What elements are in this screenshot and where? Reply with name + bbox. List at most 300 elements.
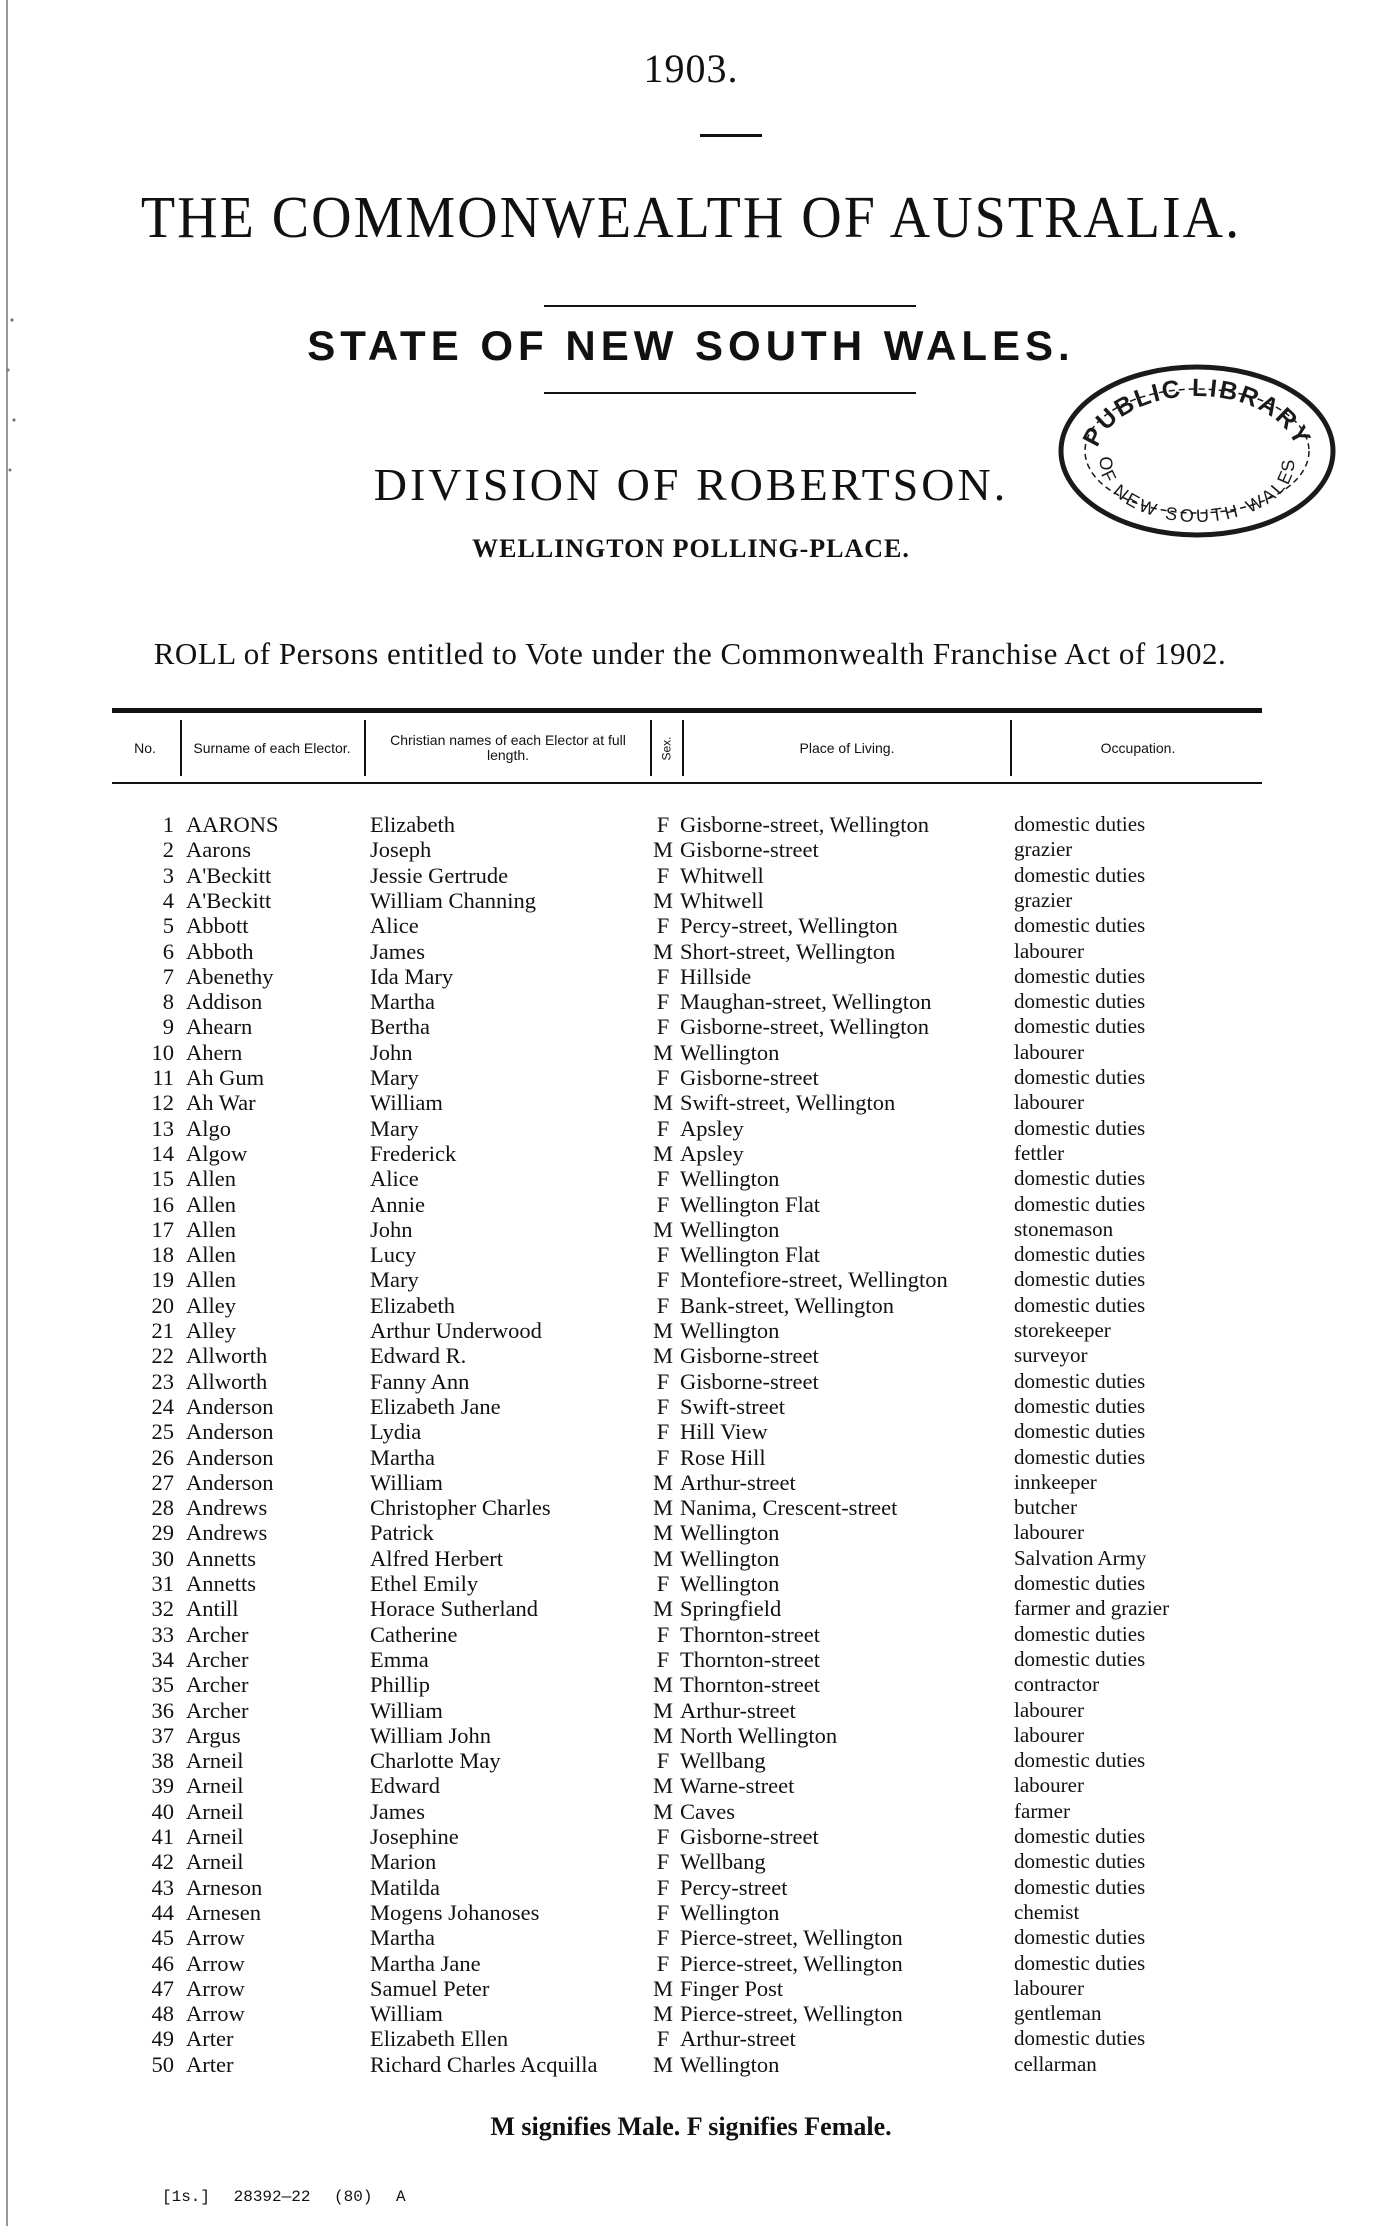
elector-sex: F: [656, 1115, 670, 1141]
table-row: [0, 1470, 1382, 1495]
col-header-surname: Surname of each Elector.: [193, 739, 351, 756]
elector-occupation: domestic duties: [1014, 1571, 1146, 1595]
elector-occupation: domestic duties: [1014, 1419, 1146, 1444]
table-row: [0, 1419, 1382, 1444]
elector-sex: F: [656, 1571, 670, 1596]
elector-occupation: chemist: [1014, 1899, 1080, 1924]
elector-surname: Aarons: [186, 837, 251, 863]
table-row: [0, 1672, 1382, 1697]
elector-occupation: domestic duties: [1014, 1748, 1146, 1773]
elector-christian-names: Ethel Emily: [370, 1571, 479, 1596]
elector-christian-names: Emma: [370, 1646, 429, 1672]
elector-surname: Archer: [186, 1646, 249, 1672]
elector-christian-names: Phillip: [370, 1672, 431, 1698]
elector-occupation: domestic duties: [1014, 1849, 1146, 1874]
elector-occupation: domestic duties: [1014, 1115, 1146, 1140]
elector-surname: Anderson: [186, 1469, 274, 1495]
elector-christian-names: Annie: [370, 1191, 425, 1217]
elector-occupation: domestic duties: [1014, 1393, 1146, 1418]
elector-christian-names: Catherine: [370, 1621, 458, 1647]
elector-christian-names: Martha: [370, 989, 435, 1015]
col-separator: [682, 720, 684, 776]
elector-christian-names: James: [370, 938, 425, 964]
elector-place-of-living: Wellington Flat: [680, 1191, 821, 1217]
elector-place-of-living: Wellington: [680, 1571, 780, 1596]
elector-occupation: contractor: [1014, 1672, 1100, 1697]
elector-number: 44: [151, 1899, 174, 1925]
elector-number: 49: [151, 2026, 174, 2052]
elector-number: 16: [151, 1191, 174, 1217]
elector-sex: M: [652, 1975, 673, 2001]
elector-number: 29: [151, 1520, 174, 1546]
table-row: [0, 1217, 1382, 1242]
elector-sex: M: [652, 1773, 673, 1799]
elector-sex: M: [652, 2051, 673, 2077]
elector-sex: M: [652, 1672, 673, 1698]
col-header-no: No.: [134, 739, 156, 756]
elector-place-of-living: Gisborne-street: [680, 837, 819, 863]
elector-place-of-living: Montefiore-street, Wellington: [680, 1267, 948, 1293]
elector-occupation: domestic duties: [1014, 1242, 1146, 1267]
elector-sex: F: [656, 1267, 670, 1293]
elector-number: 48: [151, 2001, 174, 2027]
elector-sex: F: [656, 1065, 670, 1090]
elector-number: 47: [151, 1975, 174, 2001]
table-row: [0, 1824, 1382, 1849]
elector-place-of-living: Gisborne-street: [680, 1368, 819, 1394]
elector-christian-names: William: [370, 1469, 443, 1495]
col-header-place: Place of Living.: [799, 739, 895, 756]
table-row: [0, 1546, 1382, 1571]
table-header-bottom-rule: [112, 782, 1262, 784]
elector-number: 10: [151, 1039, 174, 1065]
col-header-sex: Sex.: [659, 735, 674, 761]
elector-occupation: domestic duties: [1014, 1267, 1146, 1292]
table-row: [0, 1369, 1382, 1394]
elector-occupation: surveyor: [1014, 1343, 1088, 1368]
elector-christian-names: Charlotte May: [370, 1748, 501, 1774]
elector-place-of-living: Wellington: [680, 1520, 780, 1546]
elector-place-of-living: Wellington Flat: [680, 1242, 821, 1268]
year-heading: 1903.: [643, 46, 739, 91]
elector-christian-names: Jessie Gertrude: [370, 862, 509, 888]
table-row: [0, 1141, 1382, 1166]
elector-place-of-living: Warne-street: [680, 1773, 795, 1799]
elector-surname: Arrow: [186, 2001, 245, 2027]
elector-number: 31: [151, 1571, 174, 1596]
table-row: [0, 837, 1382, 862]
elector-place-of-living: Caves: [680, 1798, 735, 1824]
elector-place-of-living: Hill View: [680, 1419, 768, 1445]
elector-occupation: domestic duties: [1014, 1065, 1146, 1089]
elector-occupation: grazier: [1014, 887, 1073, 912]
elector-christian-names: Martha: [370, 1444, 435, 1470]
title-rule: [544, 305, 916, 307]
elector-occupation: labourer: [1014, 938, 1084, 963]
elector-place-of-living: Gisborne-street: [680, 1343, 819, 1369]
elector-occupation: storekeeper: [1014, 1318, 1111, 1342]
elector-surname: Arrow: [186, 1925, 245, 1951]
elector-occupation: domestic duties: [1014, 1824, 1146, 1848]
elector-place-of-living: Wellington: [680, 2051, 780, 2077]
elector-surname: Allen: [186, 1191, 236, 1217]
elector-number: 3: [162, 862, 174, 888]
elector-surname: Anderson: [186, 1419, 274, 1445]
elector-occupation: domestic duties: [1014, 1191, 1146, 1216]
elector-number: 25: [151, 1419, 174, 1445]
elector-sex: F: [656, 1874, 670, 1900]
col-separator: [180, 720, 182, 776]
elector-place-of-living: Apsley: [680, 1140, 744, 1166]
elector-place-of-living: Whitwell: [680, 862, 764, 888]
elector-number: 42: [151, 1849, 174, 1875]
elector-occupation: domestic duties: [1014, 1874, 1146, 1899]
elector-occupation: fettler: [1014, 1140, 1065, 1165]
table-row: [0, 1394, 1382, 1419]
elector-surname: Anderson: [186, 1444, 274, 1470]
elector-surname: Abenethy: [186, 963, 274, 989]
elector-christian-names: Horace Sutherland: [370, 1596, 539, 1622]
table-row: [0, 1445, 1382, 1470]
col-separator: [364, 720, 366, 776]
elector-surname: Ahern: [186, 1039, 243, 1065]
elector-place-of-living: Thornton-street: [680, 1646, 820, 1672]
elector-number: 9: [162, 1014, 174, 1040]
elector-number: 14: [151, 1140, 174, 1166]
elector-sex: F: [656, 1925, 670, 1951]
elector-occupation: gentleman: [1014, 2001, 1102, 2026]
elector-sex: M: [652, 1697, 673, 1723]
table-row: [0, 1622, 1382, 1647]
elector-surname: Algo: [186, 1115, 231, 1141]
elector-christian-names: Alice: [370, 1166, 419, 1192]
elector-number: 36: [151, 1697, 174, 1723]
elector-place-of-living: Arthur-street: [680, 2026, 796, 2052]
elector-surname: A'Beckitt: [186, 887, 272, 913]
elector-place-of-living: Pierce-street, Wellington: [680, 2001, 903, 2027]
elector-christian-names: Marion: [370, 1849, 437, 1875]
table-row: [0, 2026, 1382, 2051]
elector-sex: M: [652, 1798, 673, 1824]
table-row: [0, 1698, 1382, 1723]
table-row: [0, 1773, 1382, 1798]
elector-place-of-living: Wellbang: [680, 1849, 766, 1875]
elector-place-of-living: North Wellington: [680, 1722, 838, 1748]
table-row: [0, 1951, 1382, 1976]
elector-occupation: domestic duties: [1014, 862, 1146, 887]
elector-surname: Addison: [186, 989, 263, 1015]
elector-number: 20: [151, 1292, 174, 1318]
elector-christian-names: Elizabeth Ellen: [370, 2026, 509, 2052]
elector-surname: Allworth: [186, 1368, 268, 1394]
elector-number: 5: [162, 913, 174, 939]
elector-occupation: stonemason: [1014, 1216, 1114, 1241]
table-row: [0, 1116, 1382, 1141]
elector-sex: F: [656, 1393, 670, 1419]
elector-number: 8: [162, 989, 174, 1015]
elector-sex: F: [656, 1748, 670, 1774]
col-separator: [1010, 720, 1012, 776]
elector-number: 37: [151, 1722, 174, 1748]
elector-christian-names: Elizabeth: [370, 1292, 455, 1318]
elector-number: 43: [151, 1874, 174, 1900]
elector-number: 38: [151, 1748, 174, 1774]
elector-number: 32: [151, 1596, 174, 1622]
elector-christian-names: William: [370, 2001, 443, 2027]
elector-place-of-living: Short-street, Wellington: [680, 938, 896, 964]
elector-surname: Archer: [186, 1621, 249, 1647]
elector-surname: Allworth: [186, 1343, 268, 1369]
elector-number: 34: [151, 1646, 174, 1672]
elector-place-of-living: Arthur-street: [680, 1697, 796, 1723]
table-row: [0, 1976, 1382, 2001]
elector-sex: F: [656, 913, 670, 939]
table-row: [0, 1318, 1382, 1343]
elector-sex: F: [656, 1444, 670, 1470]
table-row: [0, 964, 1382, 989]
elector-sex: F: [656, 812, 670, 837]
elector-surname: Arnesen: [186, 1899, 261, 1925]
elector-occupation: grazier: [1014, 837, 1073, 862]
elector-sex: F: [656, 1849, 670, 1875]
elector-number: 39: [151, 1773, 174, 1799]
elector-surname: Algow: [186, 1140, 248, 1166]
elector-surname: Allen: [186, 1267, 236, 1293]
elector-sex: F: [656, 1824, 670, 1849]
elector-sex: F: [656, 1950, 670, 1976]
elector-occupation: domestic duties: [1014, 1166, 1146, 1191]
elector-occupation: domestic duties: [1014, 989, 1146, 1014]
elector-christian-names: Patrick: [370, 1520, 434, 1546]
elector-number: 12: [151, 1090, 174, 1116]
elector-surname: Arneil: [186, 1824, 244, 1849]
elector-number: 40: [151, 1798, 174, 1824]
elector-number: 22: [151, 1343, 174, 1369]
elector-christian-names: Matilda: [370, 1874, 440, 1900]
elector-occupation: domestic duties: [1014, 812, 1146, 836]
elector-number: 23: [151, 1368, 174, 1394]
elector-sex: M: [652, 1469, 673, 1495]
elector-occupation: Salvation Army: [1014, 1545, 1147, 1570]
elector-sex: F: [656, 989, 670, 1015]
col-header-sex-cell: [652, 714, 682, 782]
elector-christian-names: Frederick: [370, 1140, 457, 1166]
printer-imprint: [1s.] 28392—22 (80) A: [162, 2188, 406, 2206]
elector-sex: F: [656, 1292, 670, 1318]
elector-christian-names: Samuel Peter: [370, 1975, 490, 2001]
elector-number: 13: [151, 1115, 174, 1141]
table-row: [0, 939, 1382, 964]
table-row: [0, 1799, 1382, 1824]
elector-christian-names: Elizabeth Jane: [370, 1393, 501, 1419]
elector-surname: Arneil: [186, 1748, 244, 1774]
elector-place-of-living: Rose Hill: [680, 1444, 766, 1470]
elector-number: 33: [151, 1621, 174, 1647]
table-row: [0, 1495, 1382, 1520]
elector-sex: F: [656, 862, 670, 888]
elector-surname: Anderson: [186, 1393, 274, 1419]
elector-place-of-living: Gisborne-street, Wellington: [680, 812, 929, 837]
col-header-occupation: Occupation.: [1100, 739, 1176, 756]
elector-occupation: domestic duties: [1014, 2026, 1146, 2051]
elector-sex: F: [656, 1646, 670, 1672]
elector-occupation: cellarman: [1014, 2051, 1097, 2076]
elector-christian-names: Edward: [370, 1773, 440, 1799]
elector-occupation: labourer: [1014, 1520, 1084, 1545]
elector-occupation: labourer: [1014, 1090, 1084, 1115]
elector-surname: Allen: [186, 1242, 236, 1268]
elector-surname: Ah Gum: [186, 1065, 265, 1090]
elector-place-of-living: Swift-street: [680, 1393, 785, 1419]
elector-christian-names: William John: [370, 1722, 491, 1748]
elector-number: 21: [151, 1318, 174, 1343]
col-header-christian: Christian names of each Elector at full length.: [390, 732, 626, 763]
elector-surname: Arneil: [186, 1798, 244, 1824]
elector-place-of-living: Percy-street: [680, 1874, 788, 1900]
library-stamp: [1056, 362, 1338, 540]
elector-place-of-living: Wellington: [680, 1318, 780, 1343]
elector-christian-names: Christopher Charles: [370, 1495, 551, 1521]
elector-number: 46: [151, 1950, 174, 1976]
elector-sex: M: [652, 1722, 673, 1748]
elector-sex: M: [652, 887, 673, 913]
elector-place-of-living: Apsley: [680, 1115, 744, 1141]
elector-surname: Arneil: [186, 1849, 244, 1875]
elector-surname: Andrews: [186, 1520, 268, 1546]
elector-christian-names: William Channing: [370, 887, 536, 913]
elector-number: 30: [151, 1545, 174, 1571]
state-heading: STATE OF NEW SOUTH WALES.: [307, 322, 1075, 369]
table-row: [0, 863, 1382, 888]
elector-place-of-living: Wellington: [680, 1899, 780, 1925]
table-row: [0, 1090, 1382, 1115]
elector-christian-names: Mary: [370, 1115, 419, 1141]
table-row: [0, 1065, 1382, 1090]
table-row: [0, 913, 1382, 938]
elector-number: 24: [151, 1393, 174, 1419]
elector-place-of-living: Wellington: [680, 1545, 780, 1571]
table-row: [0, 989, 1382, 1014]
elector-place-of-living: Gisborne-street: [680, 1824, 819, 1849]
elector-place-of-living: Thornton-street: [680, 1672, 820, 1698]
elector-sex: M: [652, 1216, 673, 1242]
elector-surname: Alley: [186, 1292, 236, 1318]
elector-place-of-living: Finger Post: [680, 1975, 784, 2001]
elector-sex: F: [656, 1014, 670, 1040]
elector-christian-names: Fanny Ann: [370, 1368, 470, 1394]
elector-sex: F: [656, 1899, 670, 1925]
elector-place-of-living: Wellington: [680, 1039, 780, 1065]
elector-number: 15: [151, 1166, 174, 1192]
elector-place-of-living: Gisborne-street: [680, 1065, 819, 1090]
elector-place-of-living: Gisborne-street, Wellington: [680, 1014, 929, 1040]
elector-number: 1: [162, 812, 174, 837]
elector-christian-names: Richard Charles Acquilla: [370, 2051, 598, 2077]
table-row: [0, 812, 1382, 837]
elector-place-of-living: Nanima, Crescent-street: [680, 1495, 898, 1521]
elector-christian-names: John: [370, 1039, 413, 1065]
elector-occupation: butcher: [1014, 1495, 1077, 1520]
elector-place-of-living: Springfield: [680, 1596, 782, 1622]
table-row: [0, 2001, 1382, 2026]
elector-number: 41: [151, 1824, 174, 1849]
elector-christian-names: Lucy: [370, 1242, 417, 1268]
elector-place-of-living: Swift-street, Wellington: [680, 1090, 896, 1116]
elector-number: 6: [162, 938, 174, 964]
table-row: [0, 2052, 1382, 2077]
elector-number: 19: [151, 1267, 174, 1293]
elector-surname: Abboth: [186, 938, 254, 964]
elector-surname: AARONS: [186, 812, 279, 837]
table-row: [0, 1343, 1382, 1368]
elector-surname: Antill: [186, 1596, 239, 1622]
elector-sex: M: [652, 837, 673, 863]
elector-sex: M: [652, 1520, 673, 1546]
elector-surname: Arneson: [186, 1874, 263, 1900]
elector-surname: Andrews: [186, 1495, 268, 1521]
elector-surname: Archer: [186, 1672, 249, 1698]
elector-number: 35: [151, 1672, 174, 1698]
table-header: [112, 714, 1262, 782]
elector-number: 45: [151, 1925, 174, 1951]
elector-place-of-living: Thornton-street: [680, 1621, 820, 1647]
table-row: [0, 1293, 1382, 1318]
elector-sex: M: [652, 1140, 673, 1166]
elector-sex: M: [652, 1090, 673, 1116]
table-row: [0, 1571, 1382, 1596]
elector-number: 26: [151, 1444, 174, 1470]
elector-sex: M: [652, 1596, 673, 1622]
elector-surname: Archer: [186, 1697, 249, 1723]
elector-occupation: labourer: [1014, 1773, 1084, 1798]
division-heading: DIVISION OF ROBERTSON.: [373, 459, 1009, 510]
elector-christian-names: Alfred Herbert: [370, 1545, 504, 1571]
elector-place-of-living: Whitwell: [680, 887, 764, 913]
elector-number: 28: [151, 1495, 174, 1521]
elector-surname: Allen: [186, 1216, 236, 1242]
elector-occupation: labourer: [1014, 1697, 1084, 1722]
elector-surname: Arrow: [186, 1975, 245, 2001]
elector-sex: M: [652, 1039, 673, 1065]
table-row: [0, 1014, 1382, 1039]
year-underline: [700, 134, 762, 137]
elector-number: 27: [151, 1469, 174, 1495]
elector-place-of-living: Wellington: [680, 1166, 780, 1192]
elector-place-of-living: Percy-street, Wellington: [680, 913, 898, 939]
elector-sex: F: [656, 1621, 670, 1647]
table-row: [0, 1748, 1382, 1773]
elector-surname: Ah War: [186, 1090, 256, 1116]
elector-christian-names: William: [370, 1697, 443, 1723]
elector-occupation: labourer: [1014, 1722, 1084, 1747]
elector-number: 18: [151, 1242, 174, 1268]
table-row: [0, 1875, 1382, 1900]
elector-place-of-living: Maughan-street, Wellington: [680, 989, 932, 1015]
state-rule: [544, 392, 916, 394]
elector-christian-names: Bertha: [370, 1014, 430, 1040]
elector-christian-names: James: [370, 1798, 425, 1824]
elector-occupation: domestic duties: [1014, 1646, 1146, 1671]
elector-number: 4: [162, 887, 174, 913]
table-top-rule: [112, 708, 1262, 713]
elector-occupation: domestic duties: [1014, 1292, 1146, 1317]
document-title: THE COMMONWEALTH OF AUSTRALIA.: [140, 185, 1242, 251]
table-row: [0, 1267, 1382, 1292]
elector-surname: Argus: [186, 1722, 241, 1748]
elector-place-of-living: Wellington: [680, 1216, 780, 1242]
table-row: [0, 1520, 1382, 1545]
elector-occupation: domestic duties: [1014, 1368, 1146, 1393]
